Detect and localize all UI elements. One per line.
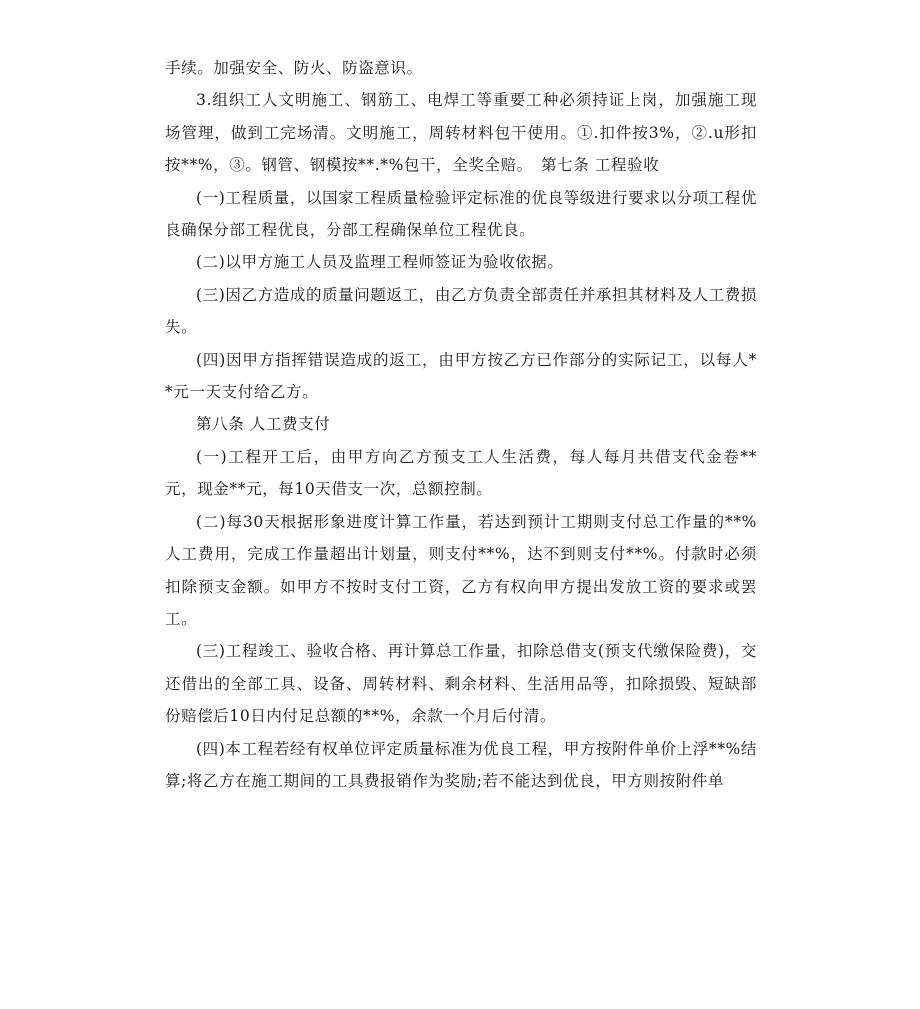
- paragraph-3: (一)工程质量，以国家工程质量检验评定标准的优良等级进行要求以分项工程优良确保分部工程优良，分部工程确保单位工程优良。: [165, 188, 757, 240]
- paragraph-9: (二)每30天根据形象进度计算工作量，若达到预计工期则支付总工作量的**%人工费用，完成工作量超出计划量，则支付**%，达不到则支付**%。付款时必须扣除预支金额。如甲方不按时支付工资，乙方有权向甲方提出发放工资的要求或罢工。: [165, 512, 757, 628]
- section-heading-8: 第八条 人工费支付: [196, 415, 331, 434]
- paragraph-2: 3.组织工人文明施工、钢筋工、电焊工等重要工种必须持证上岗，加强施工现场管理，做到工完场清。文明施工，周转材料包干使用。①.扣件按3%，②.u形扣按**%，③。钢管、钢模按**.*%包干，全奖全赔。 第七条 工程验收: [165, 91, 757, 175]
- paragraph-5: (三)因乙方造成的质量问题返工，由乙方负责全部责任并承担其材料及人工费损失。: [165, 285, 757, 337]
- paragraph-6: (四)因甲方指挥错误造成的返工，由甲方按乙方已作部分的实际记工，以每人**元一天支付给乙方。: [165, 350, 757, 402]
- document-body: [165, 52, 757, 797]
- paragraph-8: (一)工程开工后，由甲方向乙方预支工人生活费，每人每月共借支代金卷**元，现金**元，每10天借支一次，总额控制。: [165, 447, 757, 499]
- paragraph-4: (二)以甲方施工人员及监理工程师签证为验收依据。: [196, 253, 564, 272]
- paragraph-10: (三)工程竣工、验收合格、再计算总工作量，扣除总借支(预支代缴保险费)，交还借出的全部工具、设备、周转材料、剩余材料、生活用品等，扣除损毁、短缺部份赔偿后10日内付足总额的**%，余款一个月后付清。: [165, 642, 757, 726]
- paragraph-1: 手续。加强安全、防火、防盗意识。: [165, 59, 423, 77]
- paragraph-11: (四)本工程若经有权单位评定质量标准为优良工程，甲方按附件单价上浮**%结算;将乙方在施工期间的工具费报销作为奖励;若不能达到优良，甲方则按附件单: [165, 739, 757, 790]
